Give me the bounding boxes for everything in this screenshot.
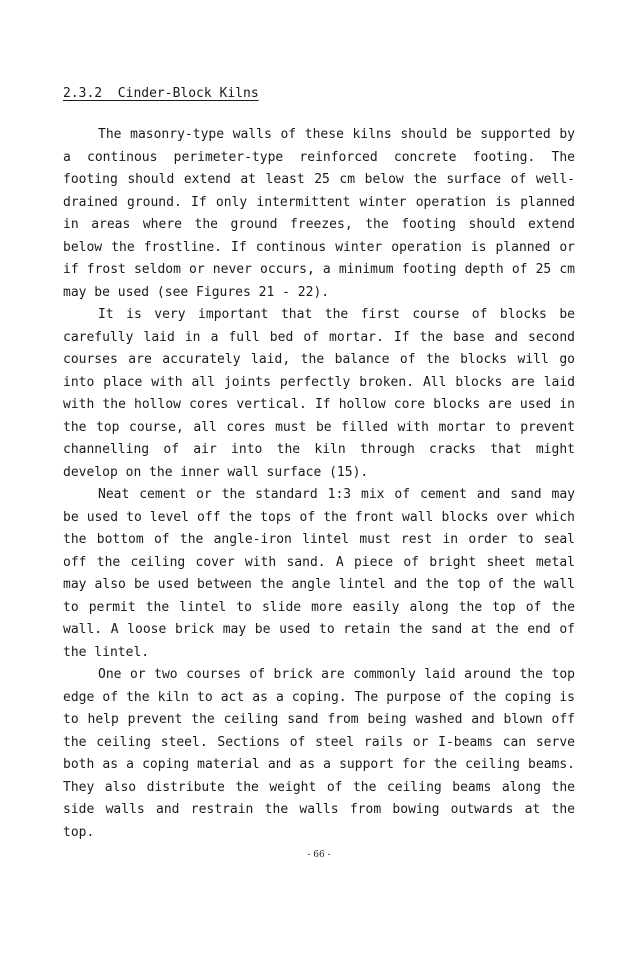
page-number: - 66 - <box>307 850 331 860</box>
body-text <box>63 124 575 844</box>
paragraph-first-course: It is very important that the first course of blocks be carefully laid in a full bed of mortar. If the base and second courses are accurately laid, the balance of the blocks will go into place with all joints perfectly broken. All blocks are laid with the hollow cores vertical. If hollow core blocks are used in the top course, all cores must be filled with mortar to prevent channelling of air into the kiln through cracks that might develop on the inner wall surface (15). <box>63 307 575 480</box>
section-heading: 2.3.2 Cinder-Block Kilns <box>63 86 259 101</box>
paragraph-coping: One or two courses of brick are commonly laid around the top edge of the kiln to act as a coping. The purpose of the coping is to help prevent the ceiling sand from being washed and blown off the ceiling steel. Sections of steel rails or I-beams can serve both as a coping material and as a support for the ceiling beams. They also distribute the weight of the ceiling beams along the side walls and restrain the walls from bowing outwards at the top. <box>63 667 575 840</box>
paragraph-neat-cement: Neat cement or the standard 1:3 mix of cement and sand may be used to level off the tops of the front wall blocks over which the bottom of the angle-iron lintel must rest in order to seal off the ceiling cover with sand. A piece of bright sheet metal may also be used between the angle lintel and the top of the wall to permit the lintel to slide more easily along the top of the wall. A loose brick may be used to retain the sand at the end of the lintel. <box>63 487 575 660</box>
paragraph-footing: The masonry-type walls of these kilns should be supported by a continous perimeter-type reinforced concrete footing. The footing should extend at least 25 cm below the surface of well-drained ground. If only intermittent winter operation is planned in areas where the ground freezes, the footing should extend below the frostline. If continous winter operation is planned or if frost seldom or never occurs, a minimum footing depth of 25 cm may be used (see Figures 21 - 22). <box>63 127 575 300</box>
